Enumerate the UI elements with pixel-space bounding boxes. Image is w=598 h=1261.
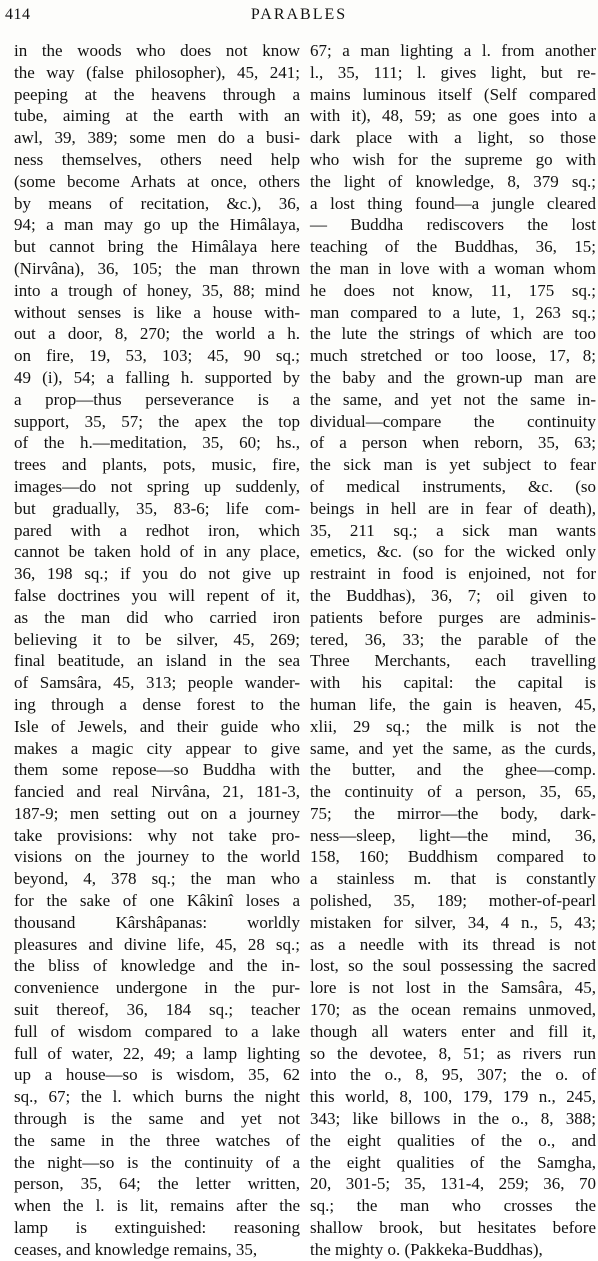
text-line: patients before purges are adminis- [310,607,596,627]
text-line: a lost thing found—a jungle cleared [310,193,596,213]
text-line: of the h.—meditation, 35, 60; hs., [14,433,300,453]
text-line: but cannot bring the Himâlaya here [14,237,300,257]
text-line: though all waters enter and fill it, [310,1021,596,1041]
text-line: 36, 198 sq.; if you do not give up [14,564,300,584]
text-line: mistaken for silver, 34, 4 n., 5, 43; [310,912,596,932]
text-line: fancied and real Nirvâna, 21, 181-3, [14,782,300,802]
text-line: the continuity of a person, 35, 65, [310,782,596,802]
text-line: the eight qualities of the o., and [310,1130,596,1150]
text-line: the bliss of knowledge and the in- [14,956,300,976]
page-header [0,4,598,30]
text-line: of Samsâra, 45, 313; people wander- [14,673,300,693]
text-line: convenience undergone in the pur- [14,978,300,998]
text-line: on fire, 19, 53, 103; 45, 90 sq.; [14,346,300,366]
text-line: for the sake of one Kâkinî loses a [14,891,300,911]
text-line: (some become Arhats at once, others [14,171,300,191]
text-line: with it), 48, 59; as one goes into a [310,106,596,126]
text-line: pared with a redhot iron, which [14,520,300,540]
text-line: of a person when reborn, 35, 63; [310,433,596,453]
text-line: a stainless m. that is constantly [310,869,596,889]
text-line: lost, so the soul possessing the sacred [310,956,596,976]
text-line: sq., 67; the l. which burns the night [14,1087,300,1107]
text-line: 35, 211 sq.; a sick man wants [310,520,596,540]
text-line: human life, the gain is heaven, 45, [310,694,596,714]
text-line: visions on the journey to the world [14,847,300,867]
text-line: the night—so is the continuity of a [14,1152,300,1172]
text-line: pleasures and divine life, 45, 28 sq.; [14,934,300,954]
text-line: the butter, and the ghee—comp. [310,760,596,780]
text-line: into the o., 8, 95, 307; the o. of [310,1065,596,1085]
text-line: polished, 35, 189; mother-of-pearl [310,891,596,911]
text-line: in the woods who does not know [14,41,300,60]
text-line: of medical instruments, &c. (so [310,476,596,496]
text-line: so the devotee, 8, 51; as rivers run [310,1043,596,1063]
text-line: the same in the three watches of [14,1130,300,1150]
text-line: the same, and yet not the same in- [310,389,596,409]
text-line: 75; the mirror—the body, dark- [310,803,596,823]
text-line: sq.; the man who crosses the [310,1196,596,1216]
text-line: believing it to be silver, 45, 269; [14,629,300,649]
text-line: the way (false philosopher), 45, 241; [14,62,300,82]
page-number: 414 [5,6,31,23]
text-line: shallow brook, but hesitates before [310,1218,596,1238]
text-line: lore is not lost in the Samsâra, 45, [310,978,596,998]
text-line: false doctrines you will repent of it, [14,585,300,605]
text-line: 67; a man lighting a l. from another [310,41,596,60]
text-line: the man in love with a woman whom [310,258,596,278]
text-line: ing through a dense forest to the [14,694,300,714]
text-line: makes a magic city appear to give [14,738,300,758]
text-line: by means of recitation, &c.), 36, [14,193,300,213]
text-line: images—do not spring up suddenly, [14,476,300,496]
text-line: ness themselves, others need help [14,149,300,169]
text-line: Isle of Jewels, and their guide who [14,716,300,736]
text-line: much stretched or too loose, 17, 8; [310,346,596,366]
right-column [310,40,596,1259]
text-line: 343; like billows in the o., 8, 388; [310,1109,596,1129]
text-line: 94; a man may go up the Himâlaya, [14,215,300,235]
text-line: 158, 160; Buddhism compared to [310,847,596,867]
text-line: dark place with a light, so those [310,128,596,148]
text-line: he does not know, 11, 175 sq.; [310,280,596,300]
text-line: trees and plants, pots, music, fire, [14,455,300,475]
text-line: with his capital: the capital is [310,673,596,693]
text-line: final beatitude, an island in the sea [14,651,300,671]
text-line: (Nirvâna), 36, 105; the man thrown [14,258,300,278]
text-line: the Buddhas), 36, 7; oil given to [310,585,596,605]
text-line: teaching of the Buddhas, 36, 15; [310,237,596,257]
text-line: ceases, and knowledge remains, 35, [14,1239,258,1259]
text-line: tered, 36, 33; the parable of the [310,629,596,649]
text-line: 49 (i), 54; a falling h. supported by [14,367,300,387]
text-line: cannot be taken hold of in any place, [14,542,300,562]
left-column [14,40,300,1259]
text-line: dividual—compare the continuity [310,411,596,431]
text-line: peeping at the heavens through a [14,84,300,104]
text-line: 170; as the ocean remains unmoved, [310,1000,596,1020]
text-line: them some repose—so Buddha with [14,760,300,780]
text-line: — Buddha rediscovers the lost [310,215,596,235]
text-line: awl, 39, 389; some men do a busi- [14,128,300,148]
text-line: into a trough of honey, 35, 88; mind [14,280,300,300]
text-line: up a house—so is wisdom, 35, 62 [14,1065,300,1085]
text-line: l., 35, 111; l. gives light, but re- [310,62,596,82]
text-line: without senses is like a house with- [14,302,300,322]
text-line: this world, 8, 100, 179, 179 n., 245, [310,1087,596,1107]
text-line: the mighty o. (Pakkeka-Buddhas), [310,1239,543,1259]
text-line: restraint in food is enjoined, not for [310,564,596,584]
text-line: lamp is extinguished: reasoning [14,1218,300,1238]
text-line: when the l. is lit, remains after the [14,1196,300,1216]
text-line: the baby and the grown-up man are [310,367,596,387]
text-line: support, 35, 57; the apex the top [14,411,300,431]
text-line: Three Merchants, each travelling [310,651,596,671]
text-line: emetics, &c. (so for the wicked only [310,542,596,562]
text-line: beyond, 4, 378 sq.; the man who [14,869,300,889]
text-line: take provisions: why not take pro- [14,825,300,845]
text-line: out a door, 8, 270; the world a h. [14,324,300,344]
text-line: same, and yet the same, as the curds, [310,738,596,758]
text-line: xlii, 29 sq.; the milk is not the [310,716,596,736]
text-line: tube, aiming at the earth with an [14,106,300,126]
running-title: PARABLES [250,6,348,23]
text-line: ness—sleep, light—the mind, 36, [310,825,596,845]
text-line: man compared to a lute, 1, 263 sq.; [310,302,596,322]
text-line: beings in hell are in fear of death), [310,498,596,518]
text-line: but gradually, 35, 83-6; life com- [14,498,300,518]
text-line: who wish for the supreme go with [310,149,596,169]
text-line: the eight qualities of the Samgha, [310,1152,596,1172]
text-line: as the man did who carried iron [14,607,300,627]
text-line: 20, 301-5; 35, 131-4, 259; 36, 70 [310,1174,596,1194]
text-line: 187-9; men setting out on a journey [14,803,300,823]
text-line: full of water, 22, 49; a lamp lighting [14,1043,300,1063]
text-line: the light of knowledge, 8, 379 sq.; [310,171,596,191]
text-line: suit thereof, 36, 184 sq.; teacher [14,1000,300,1020]
text-line: full of wisdom compared to a lake [14,1021,300,1041]
text-line: mains luminous itself (Self compared [310,84,596,104]
text-line: through is the same and yet not [14,1109,300,1129]
text-line: thousand Kârshâpanas: worldly [14,912,300,932]
text-line: the sick man is yet subject to fear [310,455,596,475]
text-line: the lute the strings of which are too [310,324,596,344]
text-line: as a needle with its thread is not [310,934,596,954]
text-line: person, 35, 64; the letter written, [14,1174,300,1194]
text-line: a prop—thus perseverance is a [14,389,300,409]
